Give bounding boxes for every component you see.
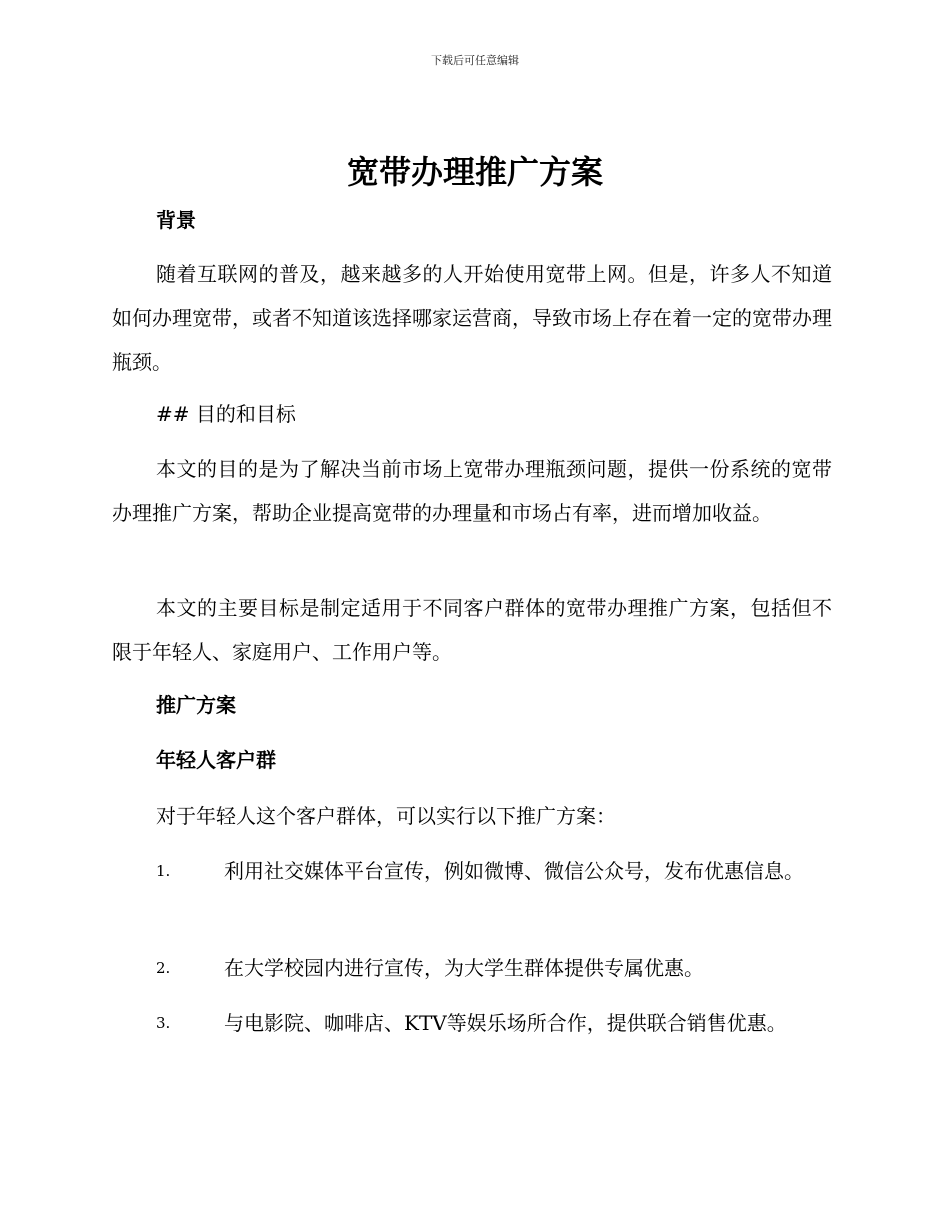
list-item-text: 在大学校园内进行宣传，为大学生群体提供专属优惠。 [224,956,704,980]
list-item-number: 2. [156,959,171,977]
document-title: 宽带办理推广方案 [346,153,603,191]
paragraph-goals-1: 本文的目的是为了解决当前市场上宽带办理瓶颈问题，提供一份系统的宽带办理推广方案，帮助企业提高宽带的办理量和市场占有率，进而增加收益。 [112,457,832,525]
list-item [112,849,832,893]
list-item [112,946,832,990]
heading-background: 背景 [156,208,196,232]
list-item [112,1001,832,1045]
paragraph-background: 随着互联网的普及，越来越多的人开始使用宽带上网。但是，许多人不知道如何办理宽带，或者不知道该选择哪家运营商，导致市场上存在着一定的宽带办理瓶颈。 [112,262,832,374]
paragraph-goals-2: 本文的主要目标是制定适用于不同客户群体的宽带办理推广方案，包括但不限于年轻人、家庭用户、工作用户等。 [112,596,832,664]
heading-youth: 年轻人客户群 [156,748,276,772]
list-item-text: 与电影院、咖啡店、KTV等娱乐场所合作，提供联合销售优惠。 [224,1011,787,1035]
list-item-text: 利用社交媒体平台宣传，例如微博、微信公众号，发布优惠信息。 [224,859,804,883]
list-item-number: 1. [156,862,171,880]
heading-goals: ## 目的和目标 [156,402,296,426]
heading-plan: 推广方案 [156,693,236,717]
page-header-note: 下载后可任意编辑 [431,54,519,67]
paragraph-youth-intro: 对于年轻人这个客户群体，可以实行以下推广方案： [156,804,616,828]
list-item-number: 3. [156,1014,171,1032]
